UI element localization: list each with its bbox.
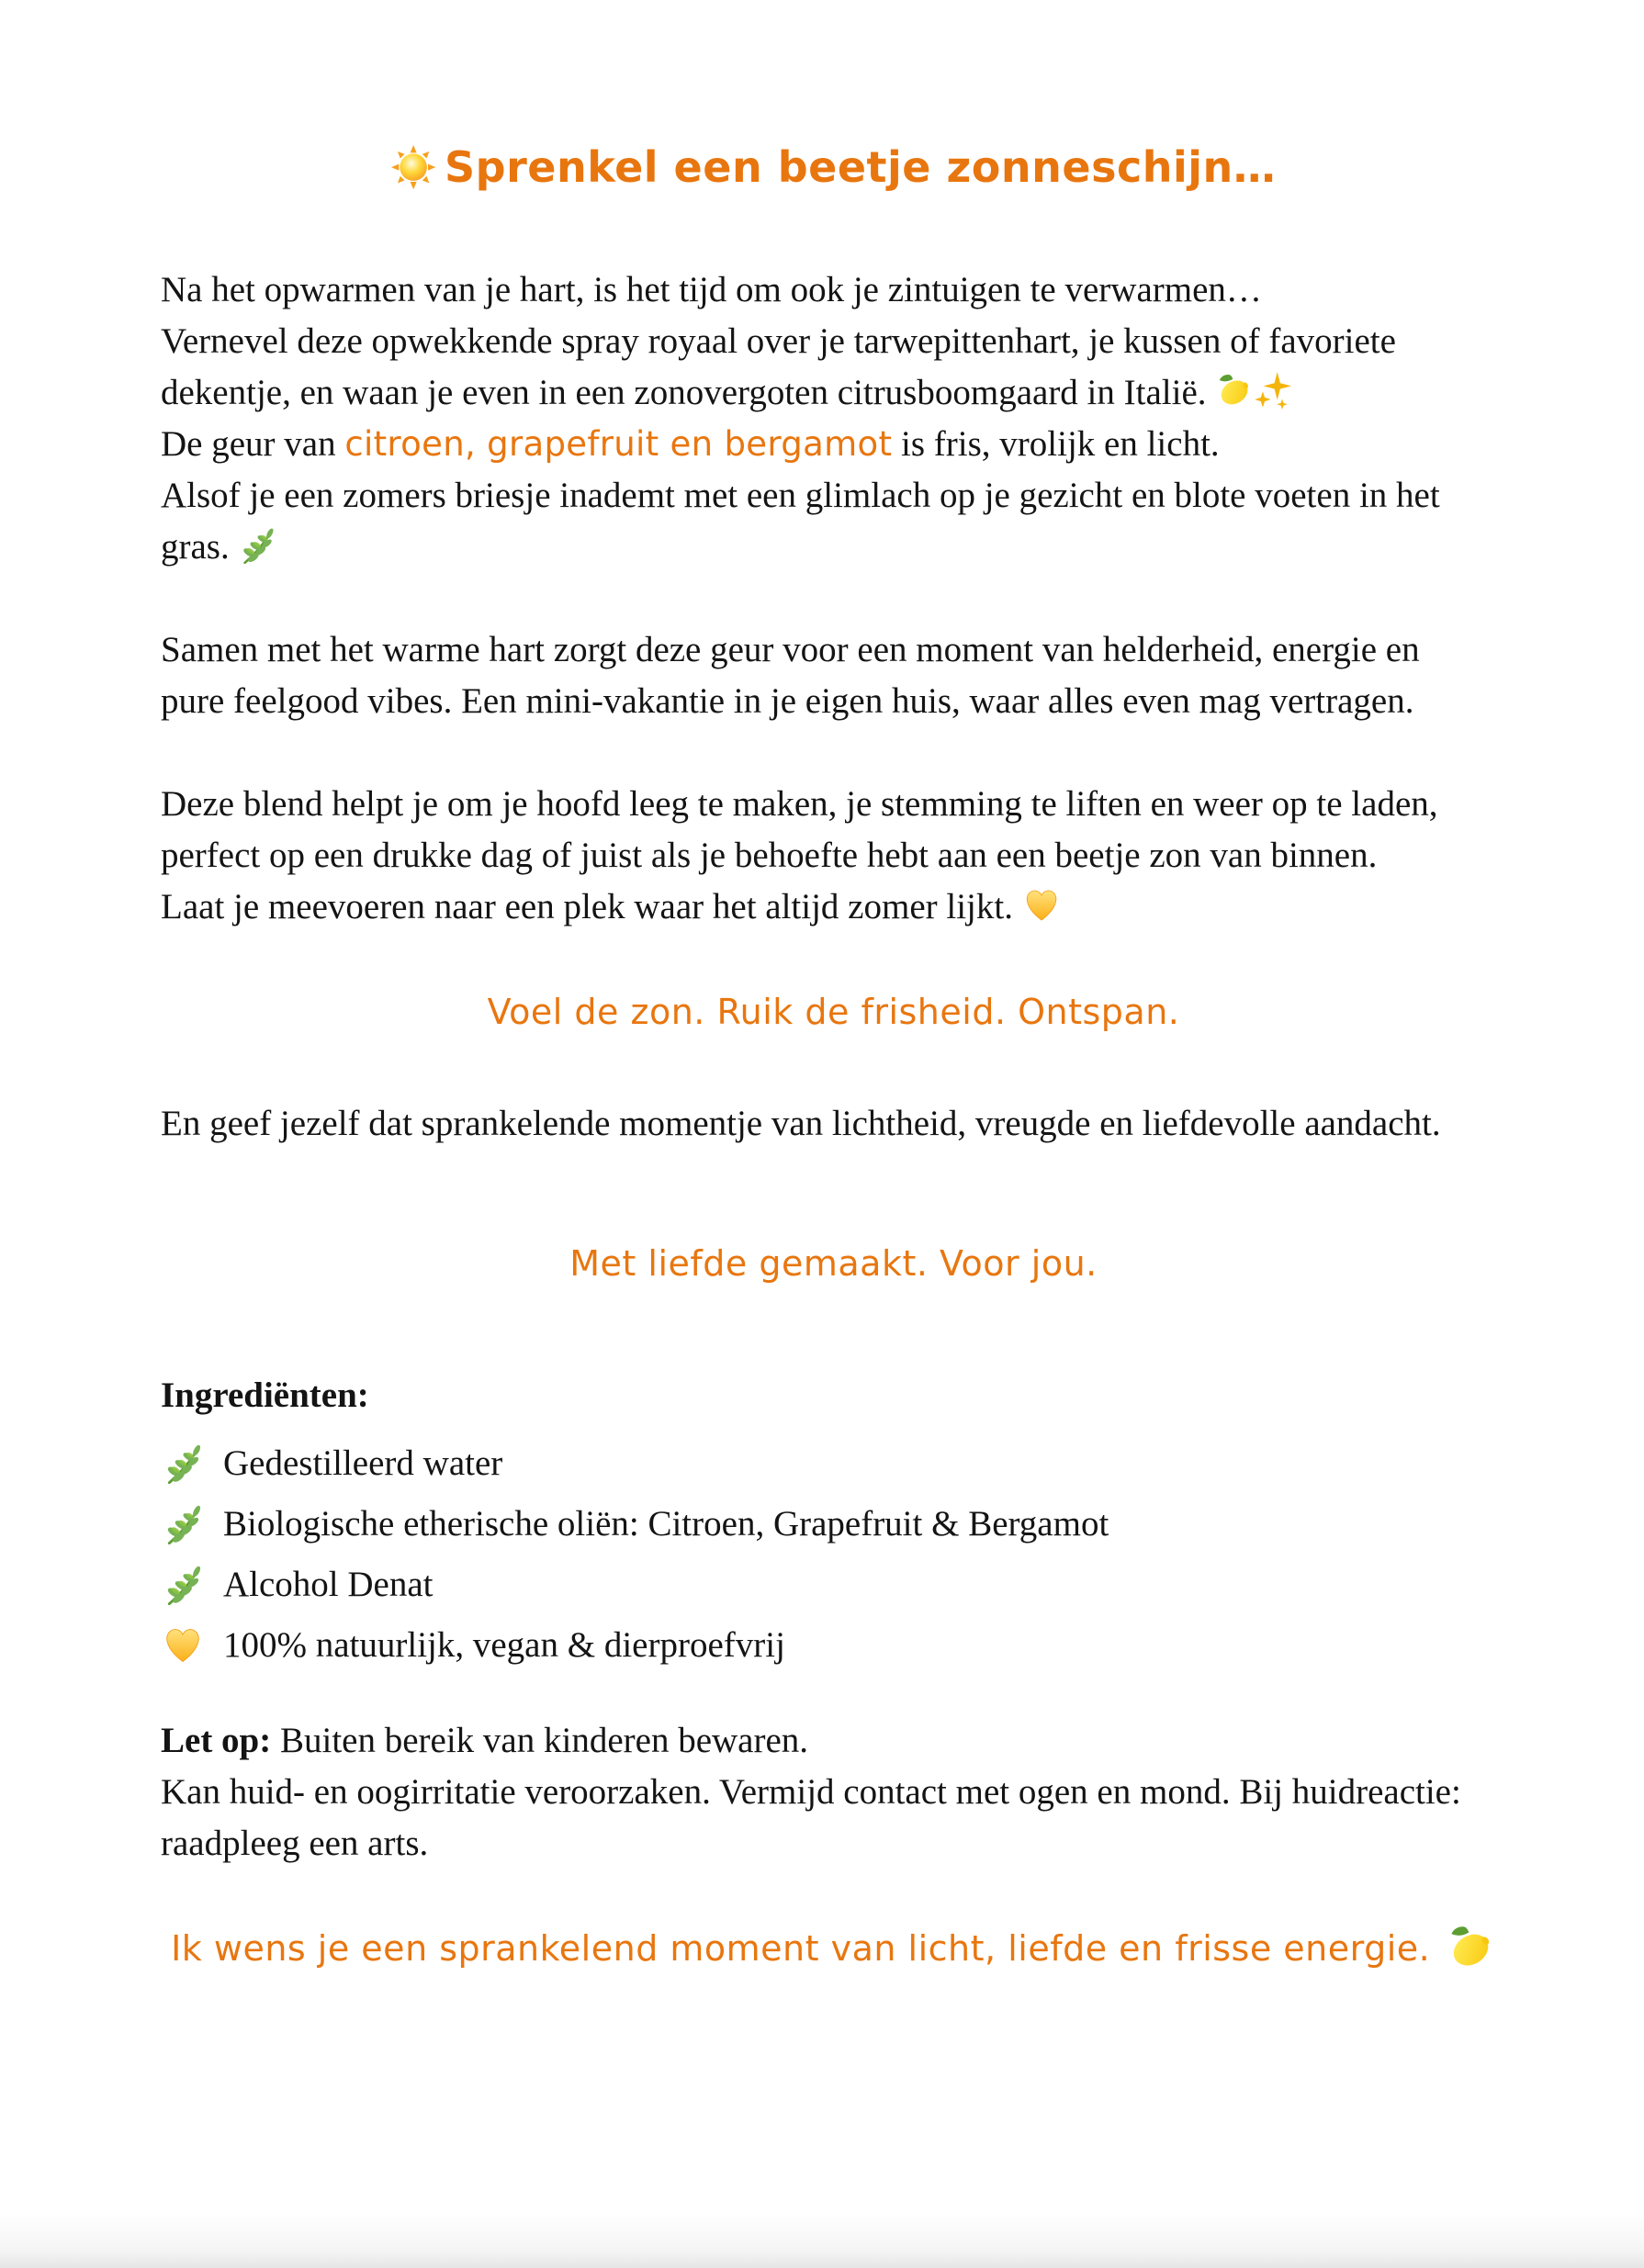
ingredient-label: Biologische etherische oliën: Citroen, Grapefruit & Bergamot xyxy=(223,1503,1109,1544)
ingredient-bullet xyxy=(161,1622,205,1667)
page-edge-shadow xyxy=(0,2213,1644,2268)
tagline-voel-de-zon: Voel de zon. Ruik de frisheid. Ontspan. xyxy=(487,992,1180,1032)
paragraph-blend xyxy=(161,779,1506,933)
ingredient-row xyxy=(161,1497,1506,1550)
text-segment: Alsof je een zomers briesje inademt met een glimlach op je gezicht en blote voeten in het xyxy=(161,476,1440,515)
text-segment: De geur van xyxy=(161,424,345,464)
text-segment: Buiten bereik van kinderen bewaren. xyxy=(271,1721,809,1760)
text-segment: Ik wens je een sprankelend moment van licht, liefde en frisse energie. xyxy=(171,1928,1442,1969)
lemon-icon xyxy=(1446,1922,1496,1972)
text-segment: is fris, vrolijk en licht. xyxy=(892,424,1220,464)
herb-icon xyxy=(238,525,276,564)
sun-icon xyxy=(391,145,435,189)
ingredient-bullet xyxy=(161,1562,205,1606)
ingredients-list xyxy=(161,1436,1506,1671)
sparkles-icon xyxy=(1254,371,1292,410)
page-title xyxy=(161,138,1506,196)
ingredient-row xyxy=(161,1436,1506,1489)
herb-icon xyxy=(162,1563,204,1605)
ingredient-row xyxy=(161,1557,1506,1611)
ingredient-bullet xyxy=(161,1501,205,1545)
herb-icon xyxy=(162,1442,204,1484)
text-segment: Samen met het warme hart zorgt deze geur voor een moment van helderheid, energie en xyxy=(161,630,1420,669)
closing-wish xyxy=(161,1919,1506,1978)
lemon-icon xyxy=(1215,371,1254,410)
text-segment: perfect op een drukke dag of juist als je behoefte hebt aan een beetje zon van binnen. xyxy=(161,836,1378,875)
text-segment: pure feelgood vibes. Een mini-vakantie in je eigen huis, waar alles even mag vertragen. xyxy=(161,681,1414,721)
text-segment: gras. xyxy=(161,527,239,567)
text-segment: Deze blend helpt je om je hoofd leeg te maken, je stemming te liften en weer op te laden, xyxy=(161,784,1438,824)
ingredient-row xyxy=(161,1618,1506,1671)
herb-icon xyxy=(162,1502,204,1544)
ingredient-label: Alcohol Denat xyxy=(223,1564,434,1604)
text-segment: Kan huid- en oogirritatie veroorzaken. Vermijd contact met ogen en mond. Bij huidreactie: xyxy=(161,1772,1461,1812)
heart-icon xyxy=(162,1623,204,1666)
ingredient-bullet xyxy=(161,1441,205,1485)
text-segment: Laat je meevoeren naar een plek waar het altijd zomer lijkt. xyxy=(161,887,1022,926)
ingredient-label: 100% natuurlijk, vegan & dierproefvrij xyxy=(223,1624,785,1665)
bold-text-segment: Let op: xyxy=(161,1721,272,1760)
tagline-met-liefde: Met liefde gemaakt. Voor jou. xyxy=(569,1243,1098,1284)
ingredients-heading: Ingrediënten: xyxy=(161,1375,369,1415)
heart-icon xyxy=(1022,885,1061,924)
text-segment: Vernevel deze opwekkende spray royaal over je tarwepittenhart, je kussen of favoriete xyxy=(161,321,1396,361)
paragraph-sprankelend-momentje: En geef jezelf dat sprankelende momentje van lichtheid, vreugde en liefdevolle aandacht. xyxy=(161,1104,1441,1143)
text-segment: dekentje, en waan je even in een zonovergoten citrusboomgaard in Italië. xyxy=(161,373,1216,412)
text-segment: Sprenkel een beetje zonneschijn… xyxy=(445,142,1277,192)
paragraph-feelgood xyxy=(161,624,1506,727)
text-segment: Na het opwarmen van je hart, is het tijd om ook je zintuigen te verwarmen… xyxy=(161,270,1262,309)
ingredient-label: Gedestilleerd water xyxy=(223,1443,503,1483)
text-segment: raadpleeg een arts. xyxy=(161,1824,429,1863)
warning-paragraph xyxy=(161,1715,1506,1869)
script-text-segment: citroen, grapefruit en bergamot xyxy=(344,424,893,464)
intro-paragraph xyxy=(161,264,1506,573)
